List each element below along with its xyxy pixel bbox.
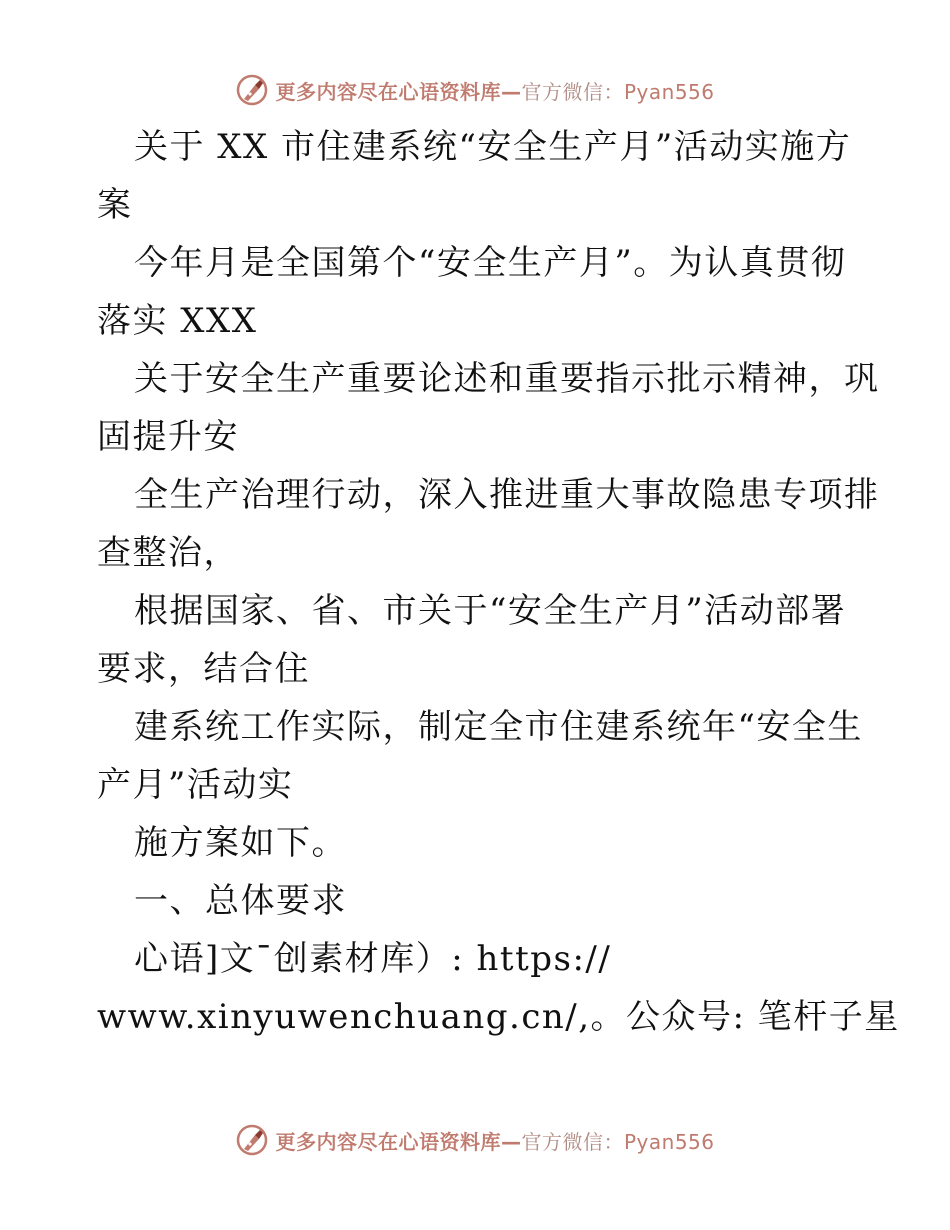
footer-watermark-banner — [0, 1118, 950, 1162]
paragraph-line: 施方案如下。 — [134, 823, 347, 863]
paragraph-line: 查整治， — [97, 533, 239, 573]
paragraph-line: 全生产治理行动，深入推进重大事故隐患专项排 — [134, 475, 880, 515]
document-title-line-1: 关于 XX 市住建系统“安全生产月”活动实施方 — [134, 127, 852, 167]
paragraph-line: 关于安全生产重要论述和重要指示批示精神，巩 — [134, 359, 880, 399]
paragraph-line: 建系统工作实际，制定全市住建系统年“安全生 — [134, 707, 863, 747]
paragraph-line: 今年月是全国第个“安全生产月”。为认真贯彻 — [134, 243, 847, 283]
paragraph-line: 落实 XXX — [97, 301, 258, 341]
paragraph-line: 根据国家、省、市关于“安全生产月”活动部署 — [134, 591, 847, 631]
paragraph-line: 要求，结合住 — [97, 649, 310, 689]
header-dash: — — [500, 79, 522, 104]
source-note-line: 心语]文¯创素材库）: https:// — [134, 939, 612, 979]
header-watermark-text — [275, 76, 714, 105]
footer-watermark-text — [275, 1126, 714, 1155]
document-title-line-2: 案 — [97, 185, 133, 225]
document-body — [97, 118, 900, 1046]
header-site-name: 更多内容尽在心语资料库 — [275, 79, 501, 104]
header-wechat-account: Pyan556 — [623, 79, 715, 104]
source-url-line: www.xinyuwenchuang.cn/,。公众号: 笔杆子星 — [97, 997, 900, 1037]
section-heading: 一、总体要求 — [134, 881, 347, 921]
pen-nib-logo-icon — [235, 1123, 269, 1157]
footer-wechat-label: 官方微信： — [521, 1129, 624, 1154]
paragraph-line: 产月”活动实 — [97, 765, 294, 805]
footer-wechat-account: Pyan556 — [623, 1129, 715, 1154]
header-watermark-banner — [0, 68, 950, 112]
header-wechat-label: 官方微信： — [521, 79, 624, 104]
paragraph-line: 固提升安 — [97, 417, 239, 457]
pen-nib-logo-icon — [235, 73, 269, 107]
footer-site-name: 更多内容尽在心语资料库 — [275, 1129, 501, 1154]
footer-dash: — — [500, 1129, 522, 1154]
